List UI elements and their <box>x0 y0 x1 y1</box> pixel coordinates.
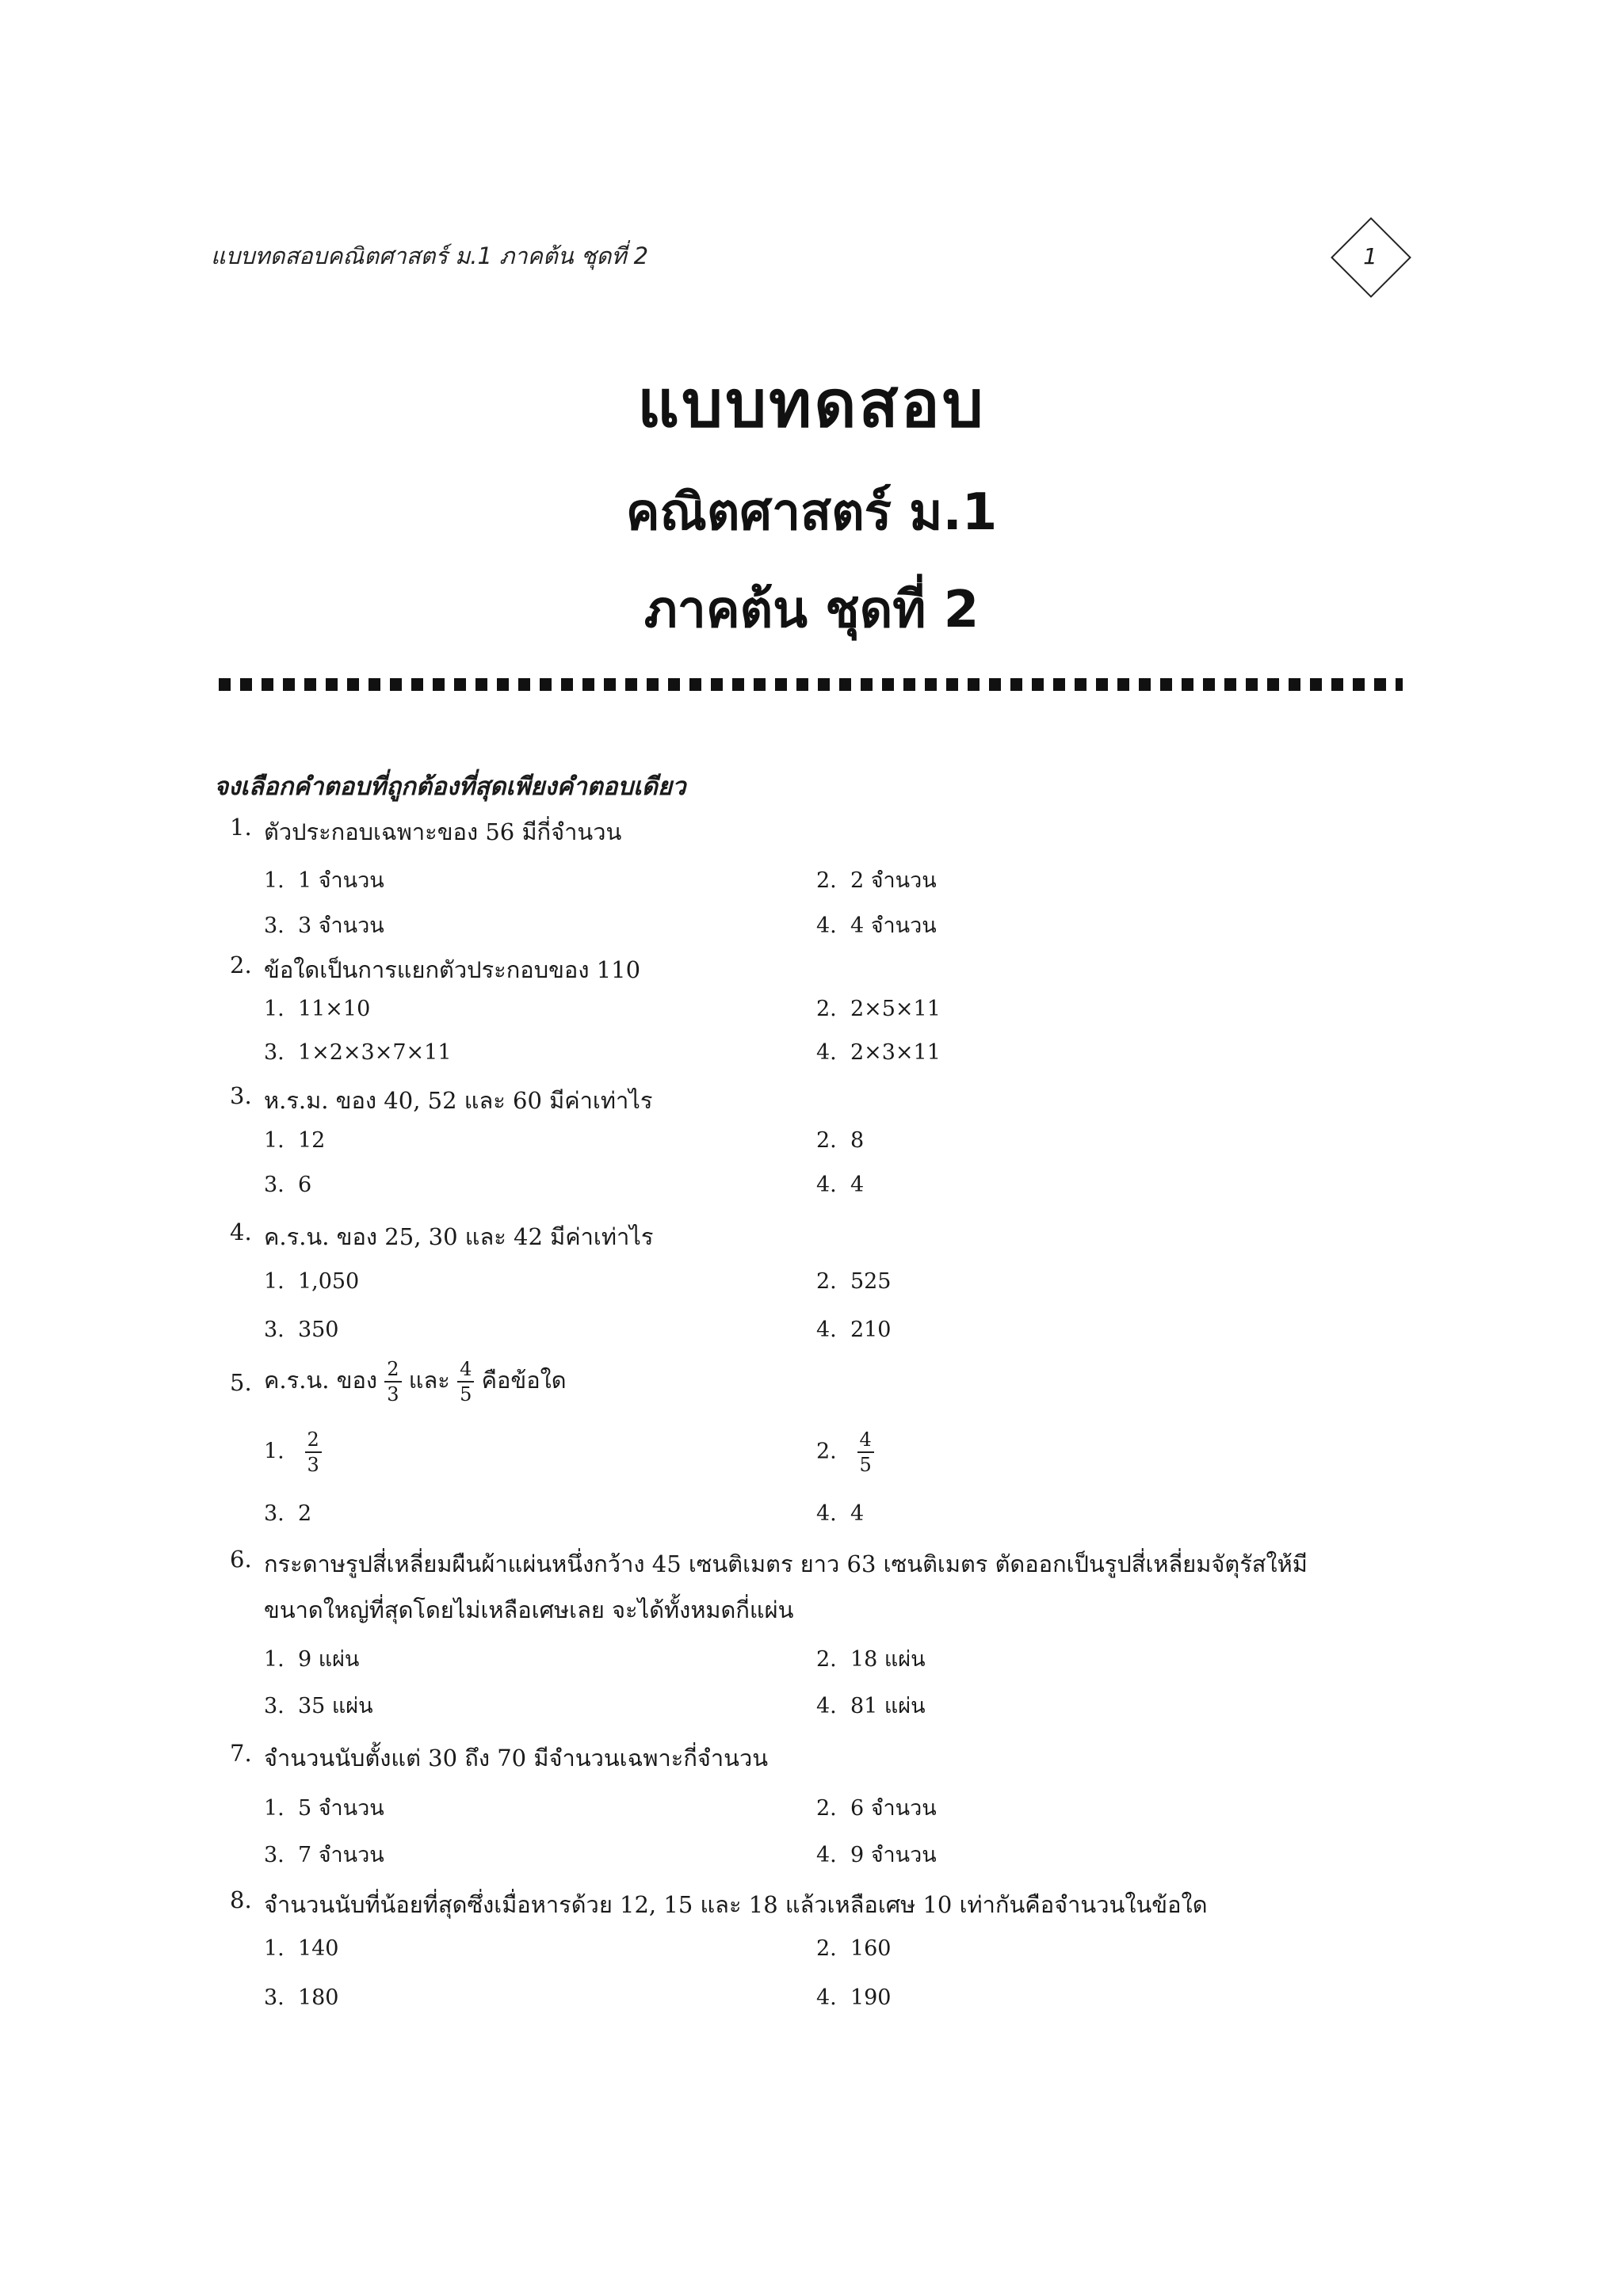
running-header: แบบทดสอบคณิตศาสตร์ ม.1 ภาคต้น ชุดที่ 2 <box>211 242 649 269</box>
main-title: แบบทดสอบ <box>637 367 986 442</box>
question-text: ตัวประกอบเฉพาะของ 56 มีกี่จำนวน <box>264 818 622 845</box>
q3-option-3[interactable]: 3. 6 <box>264 1173 312 1197</box>
q1-option-1[interactable]: 1. 1 จำนวน <box>264 868 384 893</box>
q7-option-2[interactable]: 2. 6 จำนวน <box>816 1796 937 1821</box>
q5-option-1[interactable]: 1. $\frac{2}{3}$ <box>264 1430 322 1474</box>
q3-option-1[interactable]: 1. 12 <box>264 1128 326 1153</box>
question-number: 4. <box>230 1219 252 1245</box>
q6-option-2[interactable]: 2. 18 แผ่น <box>816 1647 926 1672</box>
question-number: 5. <box>230 1369 252 1396</box>
q8-option-3[interactable]: 3. 180 <box>264 1985 339 2010</box>
q8-option-1[interactable]: 1. 140 <box>264 1936 339 1961</box>
q5-option-4[interactable]: 4. 4 <box>816 1501 865 1526</box>
question-text: ค.ร.น. ของ 25, 30 และ 42 มีค่าเท่าไร <box>264 1223 654 1250</box>
q4-option-3[interactable]: 3. 350 <box>264 1318 339 1342</box>
q1-option-4[interactable]: 4. 4 จำนวน <box>816 913 937 938</box>
dashed-divider <box>219 678 1403 691</box>
question-number: 1. <box>230 814 252 841</box>
q8-option-4[interactable]: 4. 190 <box>816 1985 892 2010</box>
fraction-option: $\frac{4}{5}$ <box>857 1430 874 1474</box>
q2-option-3[interactable]: 3. 1×2×3×7×11 <box>264 1040 452 1065</box>
question-number: 8. <box>230 1886 252 1913</box>
q5-option-2[interactable]: 2. $\frac{4}{5}$ <box>816 1430 874 1474</box>
q1-option-2[interactable]: 2. 2 จำนวน <box>816 868 937 893</box>
q6-option-1[interactable]: 1. 9 แผ่น <box>264 1647 360 1672</box>
q5-option-3[interactable]: 3. 2 <box>264 1501 312 1526</box>
question-number: 3. <box>230 1082 252 1109</box>
fraction-option: $\frac{2}{3}$ <box>305 1430 322 1474</box>
question-number: 6. <box>230 1546 252 1573</box>
question-text-line-1: กระดาษรูปสี่เหลี่ยมผืนผ้าแผ่นหนึ่งกว้าง 45 เซนติเมตร ยาว 63 เซนติเมตร ตัดออกเป็นรูปสี่เหลี่ยมจัตุรัสให้มี <box>264 1550 1308 1577</box>
q2-option-4[interactable]: 4. 2×3×11 <box>816 1040 941 1065</box>
subject-title: คณิตศาสตร์ ม.1 <box>625 483 998 542</box>
question-number: 7. <box>230 1740 252 1767</box>
question-text: ค.ร.น. ของ $\frac{2}{3}$ และ $\frac{4}{5}$ คือข้อใด <box>264 1358 567 1405</box>
q6-option-4[interactable]: 4. 81 แผ่น <box>816 1694 926 1718</box>
q7-option-3[interactable]: 3. 7 จำนวน <box>264 1843 384 1867</box>
q1-option-3[interactable]: 3. 3 จำนวน <box>264 913 384 938</box>
question-text: ข้อใดเป็นการแยกตัวประกอบของ 110 <box>264 956 641 983</box>
q7-option-4[interactable]: 4. 9 จำนวน <box>816 1843 937 1867</box>
q2-option-2[interactable]: 2. 2×5×11 <box>816 997 941 1021</box>
fraction-four-fifths: $\frac{4}{5}$ <box>457 1360 474 1404</box>
question-text-line-2: ขนาดใหญ่ที่สุดโดยไม่เหลือเศษเลย จะได้ทั้งหมดกี่แผ่น <box>264 1596 794 1623</box>
q4-option-4[interactable]: 4. 210 <box>816 1318 892 1342</box>
question-text: ห.ร.ม. ของ 40, 52 และ 60 มีค่าเท่าไร <box>264 1087 653 1114</box>
q3-option-2[interactable]: 2. 8 <box>816 1128 865 1153</box>
q3-option-4[interactable]: 4. 4 <box>816 1173 865 1197</box>
q4-option-2[interactable]: 2. 525 <box>816 1269 892 1294</box>
q6-option-3[interactable]: 3. 35 แผ่น <box>264 1694 373 1718</box>
question-text: จำนวนนับตั้งแต่ 30 ถึง 70 มีจำนวนเฉพาะกี่จำนวน <box>264 1745 769 1772</box>
q4-option-1[interactable]: 1. 1,050 <box>264 1269 360 1294</box>
question-number: 2. <box>230 952 252 978</box>
q7-option-1[interactable]: 1. 5 จำนวน <box>264 1796 384 1821</box>
set-title: ภาคต้น ชุดที่ 2 <box>643 581 980 639</box>
instruction: จงเลือกคำตอบที่ถูกต้องที่สุดเพียงคำตอบเดียว <box>214 772 686 801</box>
page-number: 1 <box>1363 243 1377 269</box>
fraction-two-thirds: $\frac{2}{3}$ <box>384 1360 401 1404</box>
q8-option-2[interactable]: 2. 160 <box>816 1936 892 1961</box>
page-number-badge <box>1331 217 1410 296</box>
question-text: จำนวนนับที่น้อยที่สุดซึ่งเมื่อหารด้วย 12, 15 และ 18 แล้วเหลือเศษ 10 เท่ากันคือจำนวนในข้อใด <box>264 1891 1208 1918</box>
q2-option-1[interactable]: 1. 11×10 <box>264 997 371 1021</box>
